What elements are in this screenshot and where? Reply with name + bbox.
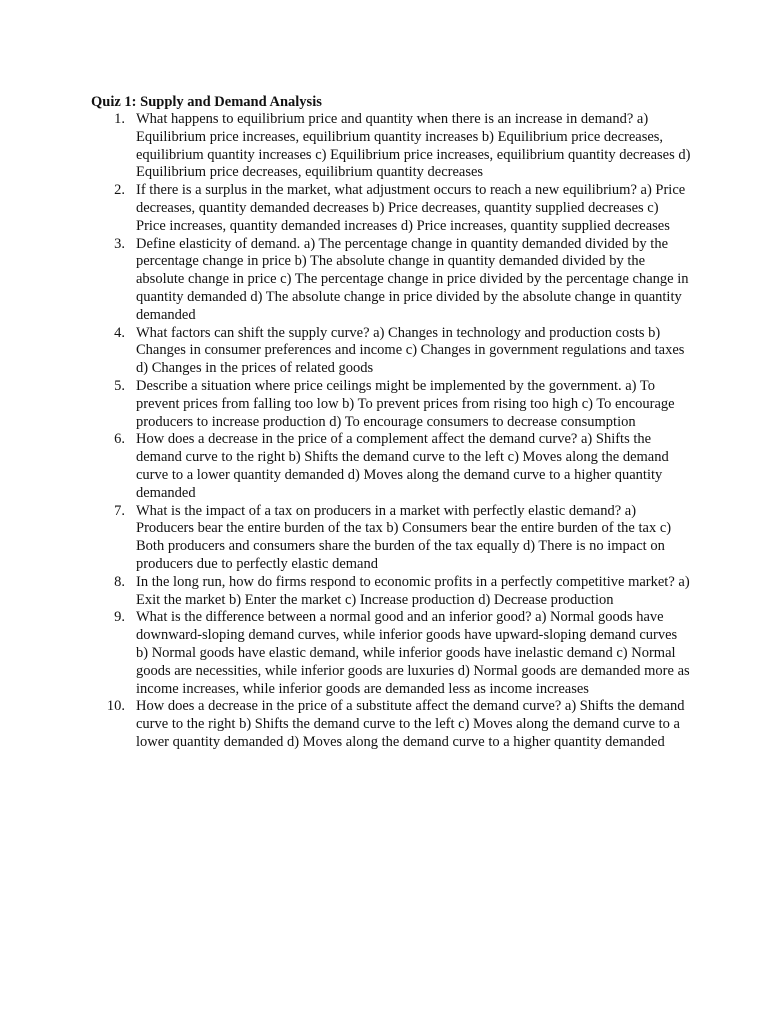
- question-item-9: [91, 609, 691, 698]
- question-item-3: [91, 236, 691, 325]
- question-text: Describe a situation where price ceilings might be implemented by the government. a) To prevent prices from falling too low b) To prevent prices from rising too high c) To encourage producers to increase production d) To encourage consumers to decrease consumption: [136, 377, 675, 430]
- question-item-6: [91, 431, 691, 502]
- question-list: [91, 111, 691, 752]
- question-item-8: [91, 574, 691, 610]
- question-item-7: [91, 503, 691, 574]
- question-text: In the long run, how do firms respond to economic profits in a perfectly competitive market? a) Exit the market b) Enter the market c) Increase production d) Decrease production: [136, 573, 690, 608]
- question-number: 8.: [114, 573, 125, 590]
- question-text: What is the impact of a tax on producers in a market with perfectly elastic demand? a) Producers bear the entire burden of the tax b) Consumers bear the entire burden of the tax c) Both producers and consumers share the burden of the tax equally d) There is no impact on producers due to perfectly elastic demand: [136, 502, 672, 572]
- question-text: What is the difference between a normal good and an inferior good? a) Normal goods have downward-sloping demand curves, while inferior goods have upward-sloping demand curves b) Normal goods have elastic demand, while inferior goods have inelastic demand c) Normal goods are necessities, while inferior goods are luxuries d) Normal goods are demanded more as income increases, while inferior goods are demanded less as income increases: [136, 609, 690, 697]
- question-number: 7.: [114, 502, 125, 519]
- question-item-4: [91, 325, 691, 378]
- question-item-5: [91, 378, 691, 431]
- question-text: How does a decrease in the price of a substitute affect the demand curve? a) Shifts the demand curve to the right b) Shifts the demand curve to the left c) Moves along the demand curve to a lower quantity demanded d) Moves along the demand curve to a higher quantity demanded: [136, 698, 685, 750]
- question-item-1: [91, 111, 691, 182]
- question-text: What happens to equilibrium price and quantity when there is an increase in demand? a) Equilibrium price increases, equilibrium quantity increases b) Equilibrium price decreases, equilibrium quantity increases c) Equilibrium price increases, equilibrium quantity decreases d) Equilibrium price decreases, equilibrium quantity decreases: [136, 111, 691, 181]
- question-number: 5.: [114, 377, 125, 394]
- question-number: 10.: [106, 698, 125, 715]
- question-number: 6.: [114, 431, 125, 448]
- question-number: 3.: [114, 235, 125, 252]
- question-number: 4.: [114, 324, 125, 341]
- question-item-2: [91, 182, 691, 235]
- quiz-title: Quiz 1: Supply and Demand Analysis: [91, 94, 322, 110]
- document-page: [91, 93, 691, 752]
- question-number: 1.: [114, 111, 125, 127]
- question-number: 2.: [114, 182, 125, 199]
- question-item-10: [91, 698, 691, 751]
- question-text: Define elasticity of demand. a) The percentage change in quantity demanded divided by the percentage change in price b) The absolute change in quantity demanded divided by the absolute change in price c) The percentage change in price divided by the percentage change in quantity demanded d) The absolute change in price divided by the absolute change in quantity demanded: [136, 235, 689, 323]
- question-text: How does a decrease in the price of a complement affect the demand curve? a) Shifts the demand curve to the right b) Shifts the demand curve to the left c) Moves along the demand curve to a lower quantity demanded d) Moves along the demand curve to a higher quantity demanded: [136, 431, 669, 501]
- question-number: 9.: [114, 609, 125, 626]
- question-text: If there is a surplus in the market, what adjustment occurs to reach a new equilibrium? a) Price decreases, quantity demanded decreases b) Price decreases, quantity supplied decreases c) Price increases, quantity demanded increases d) Price increases, quantity supplied decreases: [136, 182, 686, 234]
- question-text: What factors can shift the supply curve? a) Changes in technology and production costs b) Changes in consumer preferences and income c) Changes in government regulations and taxes d) Changes in the prices of related goods: [136, 324, 685, 377]
